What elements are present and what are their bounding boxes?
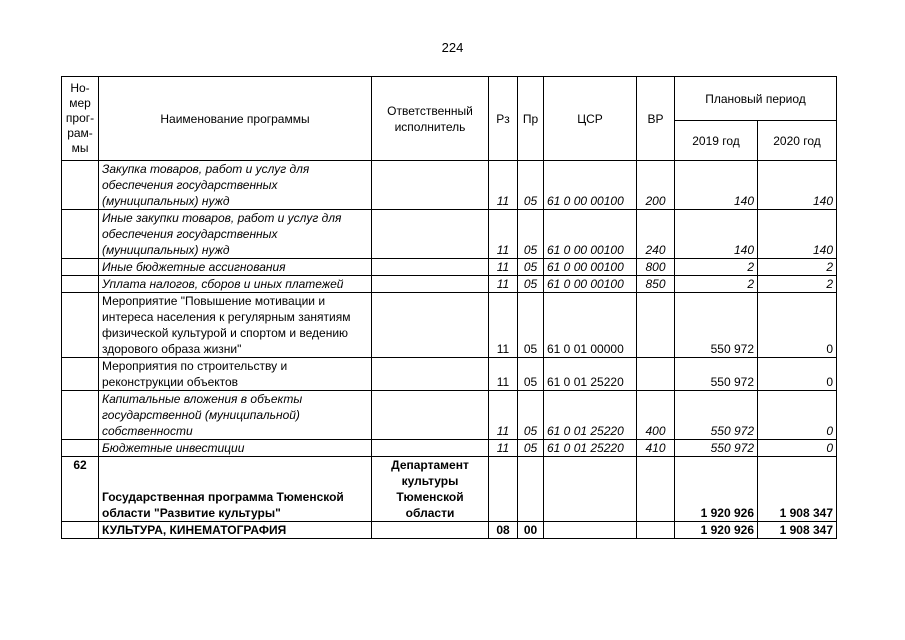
row-vr: 800 — [637, 259, 675, 276]
row-pr: 05 — [518, 259, 544, 276]
row-pr: 05 — [518, 161, 544, 210]
row-amount-2019: 550 972 — [675, 293, 758, 358]
row-amount-2019: 2 — [675, 259, 758, 276]
table-row — [62, 391, 837, 440]
row-executor — [372, 276, 489, 293]
row-csr — [544, 522, 637, 539]
row-program-name: Мероприятия по строительству и реконструкции объектов — [99, 358, 372, 391]
row-pr: 00 — [518, 522, 544, 539]
row-executor: Департамент культуры Тюменской области — [372, 457, 489, 522]
row-executor — [372, 259, 489, 276]
row-executor — [372, 358, 489, 391]
row-rz: 11 — [489, 161, 518, 210]
table-body — [62, 161, 837, 539]
header-rz: Рз — [489, 77, 518, 161]
row-csr: 61 0 00 00100 — [544, 276, 637, 293]
row-amount-2020: 2 — [758, 276, 837, 293]
budget-table — [61, 76, 837, 539]
row-amount-2019: 550 972 — [675, 358, 758, 391]
row-program-number — [62, 161, 99, 210]
row-program-name: КУЛЬТУРА, КИНЕМАТОГРАФИЯ — [99, 522, 372, 539]
row-vr — [637, 293, 675, 358]
row-program-name: Капитальные вложения в объекты государственной (муниципальной) собственности — [99, 391, 372, 440]
row-vr: 400 — [637, 391, 675, 440]
header-plan-period: Плановый период — [675, 77, 837, 121]
table-row — [62, 522, 837, 539]
row-program-number — [62, 276, 99, 293]
header-vr: ВР — [637, 77, 675, 161]
header-year-2019: 2019 год — [675, 121, 758, 161]
table-row — [62, 457, 837, 522]
header-pr: Пр — [518, 77, 544, 161]
row-pr — [518, 457, 544, 522]
row-amount-2020: 0 — [758, 391, 837, 440]
row-rz: 11 — [489, 440, 518, 457]
row-program-number — [62, 440, 99, 457]
row-amount-2020: 140 — [758, 210, 837, 259]
table-header — [62, 77, 837, 161]
row-vr — [637, 457, 675, 522]
row-amount-2019: 140 — [675, 210, 758, 259]
row-amount-2020: 1 908 347 — [758, 457, 837, 522]
table-row — [62, 259, 837, 276]
row-rz: 11 — [489, 210, 518, 259]
row-program-number — [62, 293, 99, 358]
row-executor — [372, 440, 489, 457]
row-csr: 61 0 00 00100 — [544, 210, 637, 259]
row-amount-2019: 2 — [675, 276, 758, 293]
row-pr: 05 — [518, 210, 544, 259]
row-program-number: 62 — [62, 457, 99, 522]
row-amount-2019: 550 972 — [675, 391, 758, 440]
row-csr: 61 0 01 25220 — [544, 358, 637, 391]
row-pr: 05 — [518, 358, 544, 391]
row-executor — [372, 161, 489, 210]
row-csr: 61 0 01 25220 — [544, 391, 637, 440]
row-executor — [372, 391, 489, 440]
header-program-name: Наименование программы — [99, 77, 372, 161]
row-rz: 11 — [489, 391, 518, 440]
row-rz — [489, 457, 518, 522]
row-csr: 61 0 01 25220 — [544, 440, 637, 457]
row-csr: 61 0 00 00100 — [544, 161, 637, 210]
row-vr — [637, 522, 675, 539]
row-csr: 61 0 01 00000 — [544, 293, 637, 358]
row-amount-2020: 0 — [758, 293, 837, 358]
row-vr — [637, 358, 675, 391]
row-amount-2019: 550 972 — [675, 440, 758, 457]
row-vr: 410 — [637, 440, 675, 457]
row-vr: 200 — [637, 161, 675, 210]
row-executor — [372, 210, 489, 259]
header-csr: ЦСР — [544, 77, 637, 161]
row-program-name: Иные бюджетные ассигнования — [99, 259, 372, 276]
row-csr: 61 0 00 00100 — [544, 259, 637, 276]
row-amount-2020: 2 — [758, 259, 837, 276]
row-pr: 05 — [518, 276, 544, 293]
row-pr: 05 — [518, 293, 544, 358]
table-row — [62, 293, 837, 358]
row-executor — [372, 522, 489, 539]
row-pr: 05 — [518, 391, 544, 440]
row-program-number — [62, 259, 99, 276]
row-amount-2019: 140 — [675, 161, 758, 210]
header-executor: Ответственный исполнитель — [372, 77, 489, 161]
table-row — [62, 161, 837, 210]
row-program-number — [62, 210, 99, 259]
page-number: 224 — [441, 40, 464, 55]
header-year-2020: 2020 год — [758, 121, 837, 161]
row-program-name: Бюджетные инвестиции — [99, 440, 372, 457]
row-rz: 11 — [489, 259, 518, 276]
row-program-number — [62, 391, 99, 440]
header-program-number: Но-мер прог-рам-мы — [62, 77, 99, 161]
row-csr — [544, 457, 637, 522]
table-row — [62, 276, 837, 293]
row-amount-2020: 0 — [758, 440, 837, 457]
row-amount-2020: 0 — [758, 358, 837, 391]
row-rz: 08 — [489, 522, 518, 539]
row-program-name: Мероприятие "Повышение мотивации и интереса населения к регулярным занятиям физической культурой и спортом и ведению здорового образа жизни" — [99, 293, 372, 358]
row-amount-2020: 140 — [758, 161, 837, 210]
row-rz: 11 — [489, 276, 518, 293]
row-amount-2019: 1 920 926 — [675, 457, 758, 522]
row-amount-2020: 1 908 347 — [758, 522, 837, 539]
row-vr: 240 — [637, 210, 675, 259]
table-row — [62, 358, 837, 391]
row-program-name: Иные закупки товаров, работ и услуг для обеспечения государственных (муниципальных) нужд — [99, 210, 372, 259]
table-row — [62, 210, 837, 259]
row-executor — [372, 293, 489, 358]
row-rz: 11 — [489, 358, 518, 391]
row-program-number — [62, 522, 99, 539]
row-amount-2019: 1 920 926 — [675, 522, 758, 539]
row-program-name: Закупка товаров, работ и услуг для обеспечения государственных (муниципальных) нужд — [99, 161, 372, 210]
row-rz: 11 — [489, 293, 518, 358]
row-pr: 05 — [518, 440, 544, 457]
row-program-name: Уплата налогов, сборов и иных платежей — [99, 276, 372, 293]
row-vr: 850 — [637, 276, 675, 293]
table-row — [62, 440, 837, 457]
row-program-number — [62, 358, 99, 391]
row-program-name: Государственная программа Тюменской области "Развитие культуры" — [99, 457, 372, 522]
